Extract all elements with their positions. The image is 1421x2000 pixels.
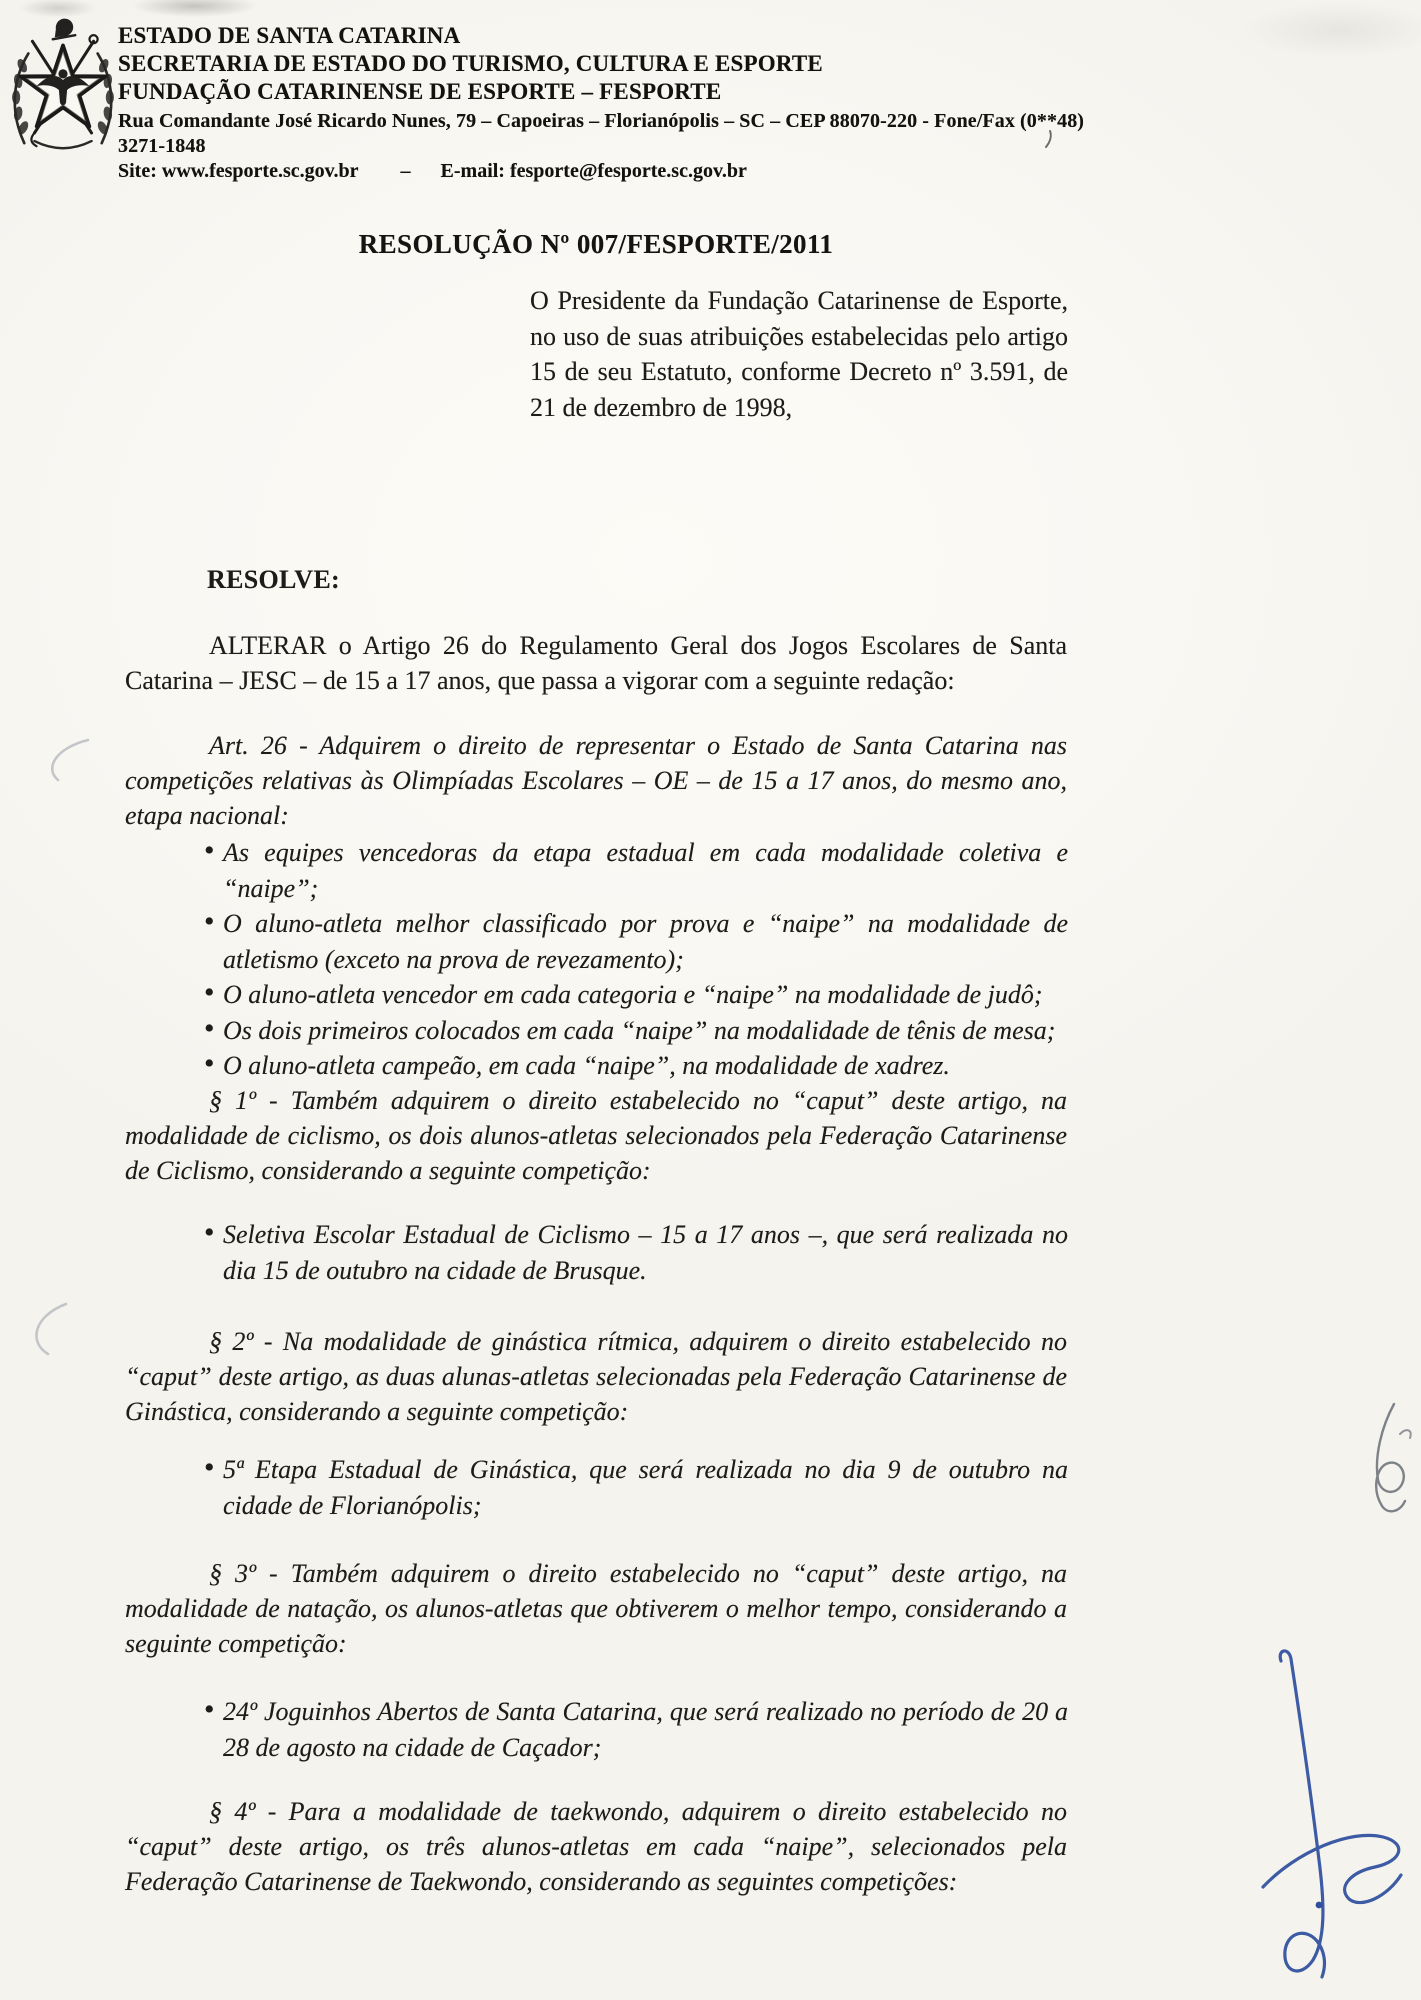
org-contacts <box>118 159 1118 184</box>
paragraph-3: § 3º - Também adquirem o direito estabelecido no “caput” deste artigo, na modalidade de natação, os alunos-atletas que obtiverem o melhor tempo, considerando a seguinte competição: <box>125 1559 1067 1658</box>
paragraph-2: § 2º - Na modalidade de ginástica rítmica, adquirem o direito estabelecido no “caput” deste artigo, as duas alunas-atletas selecionadas pela Federação Catarinense de Ginástica, considerando a seguinte competição: <box>125 1327 1067 1426</box>
list-item: • Seletiva Escolar Estadual de Ciclismo – 15 a 17 anos –, que será realizada no dia 15 de outubro na cidade de Brusque. <box>204 1217 1068 1288</box>
org-foundation: FUNDAÇÃO CATARINENSE DE ESPORTE – FESPORTE <box>118 79 722 104</box>
letterhead <box>118 22 1118 184</box>
paragraph-3-bullet-list <box>204 1694 1068 1765</box>
list-item: • 24º Joguinhos Abertos de Santa Catarina, que será realizado no período de 20 a 28 de agosto na cidade de Caçador; <box>204 1694 1068 1765</box>
org-email: E-mail: fesporte@fesporte.sc.gov.br <box>440 160 747 182</box>
alterar-paragraph: ALTERAR o Artigo 26 do Regulamento Geral dos Jogos Escolares de Santa Catarina – JESC – de 15 a 17 anos, que passa a vigorar com a seguinte redação: <box>125 631 1067 695</box>
resolve-label: RESOLVE: <box>207 565 340 594</box>
art26-bullet-list <box>204 835 1068 1084</box>
org-state: ESTADO DE SANTA CATARINA <box>118 23 461 48</box>
art26-paragraph: Art. 26 - Adquirem o direito de representar o Estado de Santa Catarina nas competições relativas às Olimpíadas Escolares – OE – de 15 a 17 anos, do mesmo ano, etapa nacional: <box>125 731 1067 830</box>
paragraph-4: § 4º - Para a modalidade de taekwondo, adquirem o direito estabelecido no “caput” deste artigo, os três alunos-atletas em cada “naipe”, selecionados pela Federação Catarinense de Taekwondo, considerando as seguintes competições: <box>125 1797 1067 1896</box>
preamble-paragraph: O Presidente da Fundação Catarinense de Esporte, no uso de suas atribuições estabelecidas pelo artigo 15 de seu Estatuto, conforme Decreto nº 3.591, de 21 de dezembro de 1998, <box>530 286 1068 422</box>
scan-artifact-arc <box>36 734 98 786</box>
scan-artifact-arc <box>20 1300 82 1358</box>
org-website: Site: www.fesporte.sc.gov.br <box>118 160 359 182</box>
org-secretariat: SECRETARIA DE ESTADO DO TURISMO, CULTURA E ESPORTE <box>118 51 823 76</box>
list-item: • O aluno-atleta campeão, em cada “naipe”, na modalidade de xadrez. <box>204 1048 1068 1084</box>
contacts-separator: – <box>400 160 411 182</box>
paragraph-2-bullet-list <box>204 1452 1068 1523</box>
list-item: • O aluno-atleta melhor classificado por prova e “naipe” na modalidade de atletismo (exceto na prova de revezamento); <box>204 906 1068 977</box>
list-item: • O aluno-atleta vencedor em cada categoria e “naipe” na modalidade de judô; <box>204 977 1068 1013</box>
paragraph-1-bullet-list <box>204 1217 1068 1288</box>
list-item: • Os dois primeiros colocados em cada “naipe” na modalidade de tênis de mesa; <box>204 1013 1068 1049</box>
list-item: • 5ª Etapa Estadual de Ginástica, que será realizada no dia 9 de outubro na cidade de Florianópolis; <box>204 1452 1068 1523</box>
list-item: • As equipes vencedoras da etapa estadual em cada modalidade coletiva e “naipe”; <box>204 835 1068 906</box>
document-title: RESOLUÇÃO Nº 007/FESPORTE/2011 <box>358 229 834 259</box>
paragraph-1: § 1º - Também adquirem o direito estabelecido no “caput” deste artigo, na modalidade de ciclismo, os dois alunos-atletas selecionados pela Federação Catarinense de Ciclismo, considerando a seguinte competição: <box>125 1086 1067 1185</box>
handwritten-signature-icon <box>1253 1645 1417 2000</box>
org-address: Rua Comandante José Ricardo Nunes, 79 – Capoeiras – Florianópolis – SC – CEP 88070-220 - Fone/Fax (0**48) 3271-1848 <box>118 110 1085 157</box>
handwritten-initials-icon <box>1342 1398 1421 1522</box>
coat-of-arms-icon <box>8 12 118 150</box>
